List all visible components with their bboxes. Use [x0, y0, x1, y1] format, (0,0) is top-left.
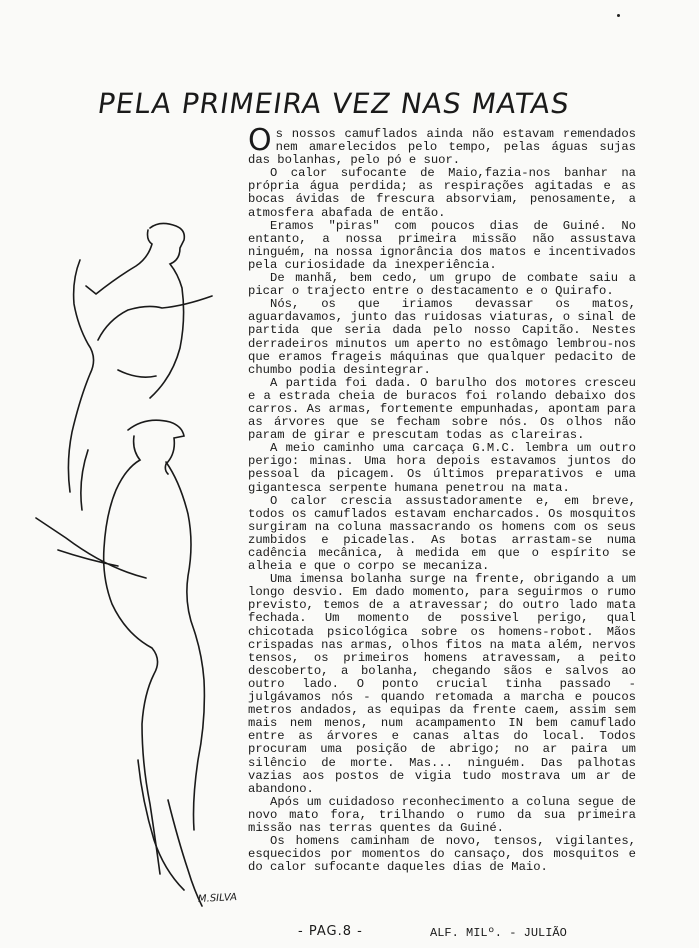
author-credit: ALF. MILº. - JULIÃO [430, 926, 567, 940]
article-paragraph: O calor crescia assustadoramente e, em breve, todos os camuflados estavam encharcados. Os mosquitos surgiram na coluna massacrando os homens com os seus zumbidos e picadelas. As botas arrastam-se numa cadência mecânica, à medida em que o espírito se alheia e que o corpo se mecaniza. [248, 493, 636, 574]
artist-signature: M.SILVA [197, 891, 238, 906]
article-paragraph: De manhã, bem cedo, um grupo de combate saiu a picar o trajecto entre o destacamento e o Quirafo. [248, 271, 636, 299]
article-body [248, 123, 636, 875]
article-paragraph: Uma imensa bolanha surge na frente, obrigando a um longo desvio. Em dado momento, para seguirmos o rumo previsto, temos de a atravessar; do outro lado mata fechada. Um momento de possivel perigo, qual chicotada psicológica sobre os homens-robot. Mãos crispadas nas armas, olhos fitos na mata além, nervos tensos, os primeiros homens atravessam, a peito descoberto, a bolanha, chegando sãos e salvos ao outro lado. O ponto crucial tinha passado - julgávamos nós - quando retomada a marcha e poucos metros andados, as equipas da frente caem, assim sem mais nem menos, num acampamento IN bem camuflado entre as árvores e canas altas do local. Todos procuram uma posição de abrigo; no ar paira um silêncio de morte. Mas... ninguém. Das palhotas vazias aos postos de vigia tudo mostrava um ar de abandono. [248, 572, 636, 796]
sketch-front-soldier [128, 420, 184, 474]
page-number: - PAG.8 - [298, 924, 363, 939]
margin-dot [617, 14, 620, 17]
article-paragraph: Após um cuidadoso reconhecimento a coluna segue de novo mato fora, trilhando o rumo da sua primeira missão nas terras quentes da Guiné. [248, 794, 636, 835]
sketch-back-soldier [150, 223, 184, 398]
article-paragraph: Os homens caminham de novo, tensos, vigilantes, esquecidos por momentos do cansaço, dos mosquitos e do calor sufocante daqueles dias de Maio. [248, 834, 636, 875]
article-paragraph: A partida foi dada. O barulho dos motores cresceu e a estrada cheia de buracos foi rolando debaixo dos carros. As armas, fortemente empunhadas, apontam para as árvores que se fecham sobre nós. Os olhos não param de girar e prescutam todas as clareiras. [248, 375, 636, 443]
sketch-middle-soldier [68, 260, 93, 492]
article-paragraph: Nós, os que iriamos devassar os matos, aguardavamos, junto das ruidosas viaturas, o sinal de partida que seria dada pelo nosso Capitão. Nestes derradeiros minutos um aperto no estômago lembrou-nos que eramos frageis máquinas que qualquer pedacito de chumbo podia desintegrar. [248, 297, 636, 377]
page-title: PELA PRIMEIRA VEZ NAS MATAS [95, 86, 572, 120]
article-paragraph: Eramos "piras" com poucos dias de Guiné. No entanto, a nossa primeira missão não assustava ninguém, na nossa ignorância dos matos e incentivados pela curiosidade da inexperiência. [248, 218, 636, 272]
article-paragraph: A meio caminho uma carcaça G.M.C. lembra um outro perigo: minas. Uma hora depois estavamos juntos do pessoal da picagem. Os últimos preparativos e uma gigantesca serpente humana penetrou na mata. [248, 441, 636, 495]
article-paragraph: Os nossos camuflados ainda não estavam remendados nem amarelecidos pelo tempo, pelas águas sujas das bolanhas, pelo pó e suor. [248, 123, 636, 168]
dropcap-letter: O [248, 123, 272, 158]
soldiers-sketch-illustration [18, 200, 243, 920]
article-paragraph: O calor sufocante de Maio,fazia-nos banhar na própria água perdida; as respirações agitadas e as bocas ávidas de frescura absorviam, penosamente, a atmosfera abafada de então. [248, 166, 636, 220]
